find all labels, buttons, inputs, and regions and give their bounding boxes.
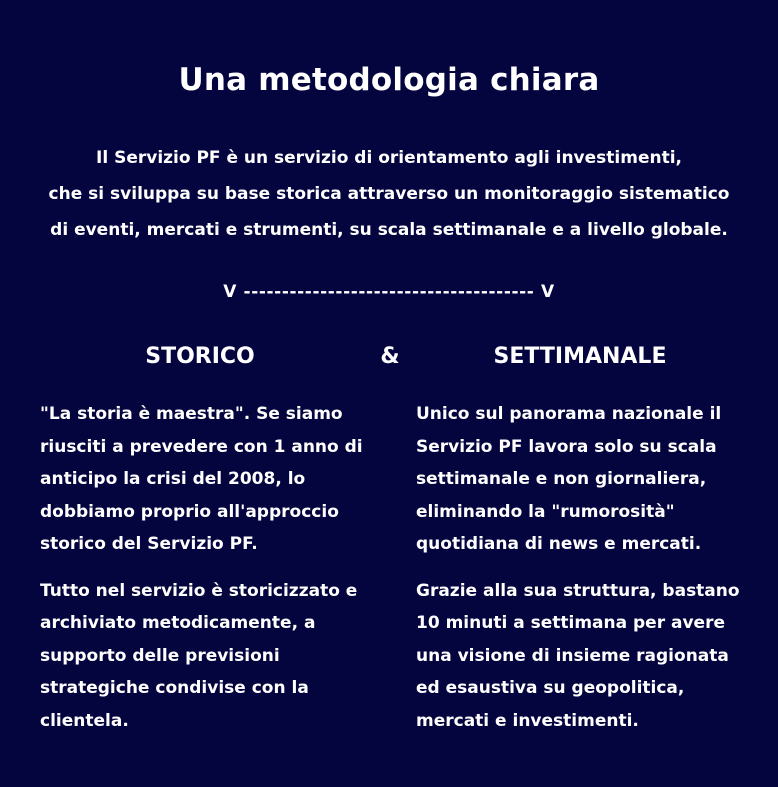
intro-line-3: di eventi, mercati e strumenti, su scala settimanale e a livello globale. [50, 220, 728, 240]
intro-line-2: che si sviluppa su base storica attraverso un monitoraggio sistematico [48, 184, 730, 204]
settimanale-paragraph-1: Unico sul panorama nazionale il Servizio PF lavora solo su scala settimanale e non giornaliera, eliminando la "rumorosità" quotidiana di news e mercati. [416, 404, 722, 554]
storico-paragraph-2: Tutto nel servizio è storicizzato e archiviato metodicamente, a supporto delle previsioni strategiche condivise con la clientela. [40, 580, 358, 731]
decorative-divider: V -------------------------------------- V [223, 282, 555, 302]
settimanale-column [416, 398, 756, 751]
page-title: Una metodologia chiara [178, 62, 600, 98]
heading-storico: STORICO [145, 344, 255, 369]
storico-paragraph-1: "La storia è maestra". Se siamo riusciti a prevedere con 1 anno di anticipo la crisi del 2008, lo dobbiamo proprio all'approccio storico del Servizio PF. [40, 404, 363, 554]
intro-line-1: Il Servizio PF è un servizio di orientamento agli investimenti, [96, 148, 682, 168]
heading-ampersand: & [380, 344, 400, 369]
intro-text [40, 140, 738, 248]
storico-column [40, 398, 370, 751]
settimanale-paragraph-2: Grazie alla sua struttura, bastano 10 minuti a settimana per avere una visione di insieme ragionata ed esaustiva su geopolitica, mercati e investimenti. [416, 580, 740, 731]
heading-settimanale: SETTIMANALE [493, 344, 667, 369]
